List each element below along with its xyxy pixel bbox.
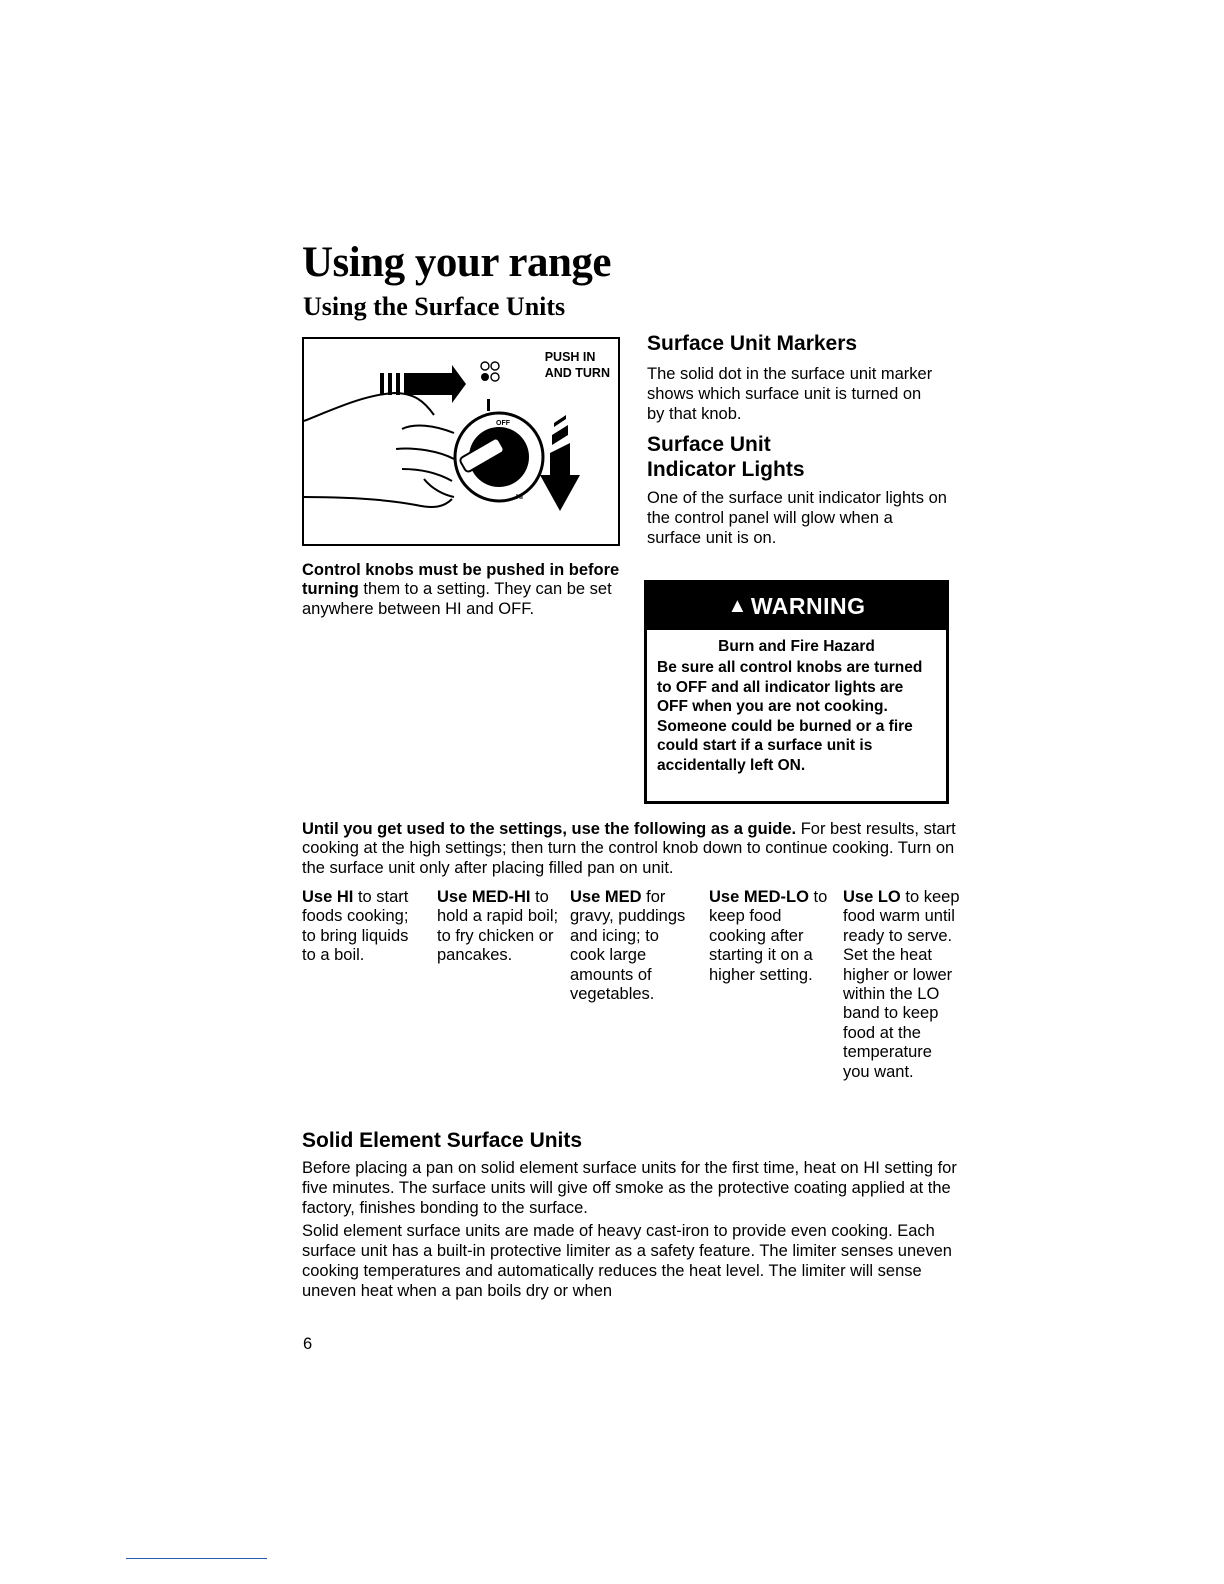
solid-paragraph-1: Before placing a pan on solid element surface units for the first time, heat on HI setting for five minutes. The surface units will give off smoke as the protective coating applied at the factory, finishes bonding to the surface. — [302, 1159, 957, 1217]
figure-caption: Control knobs must be pushed in before turning them to a setting. They can be set anywhere between HI and OFF. — [302, 561, 620, 618]
page-number: 6 — [303, 1335, 313, 1353]
setting-lo: Use LO to keep food warm until ready to serve. Set the heat higher or lower within the LO band to keep food at the temperature you want. — [843, 888, 960, 1081]
knob-off-label: OFF — [496, 420, 510, 427]
setting-hi: Use HI to start foods cooking; to bring liquids to a boil. — [302, 888, 409, 965]
solid-paragraph-2: Solid element surface units are made of heavy cast-iron to provide even cooking. Each surface unit has a built-in protective limiter as a safety feature. The limiter senses uneven cooking temperatures and automatically reduces the heat level. The limiter will sense uneven heat when a pan boils dry or when — [302, 1222, 952, 1300]
hand-icon — [304, 393, 454, 507]
push-arrow-icon — [380, 365, 466, 403]
footer-rule — [126, 1558, 267, 1559]
section-title: Using the Surface Units — [303, 292, 566, 321]
indicator-heading: Surface Unit Indicator Lights — [647, 433, 805, 481]
warning-triangle-icon: ▲ — [727, 595, 748, 617]
guide-paragraph: Until you get used to the settings, use the following as a guide. For best results, start cooking at the high settings; then turn the control knob down to continue cooking. Turn on the surface unit only after placing filled pan on unit. — [302, 820, 956, 877]
markers-text: The solid dot in the surface unit marker shows which surface unit is turned on by that knob. — [647, 365, 933, 423]
markers-heading: Surface Unit Markers — [647, 332, 858, 355]
warning-hazard-title: Burn and Fire Hazard — [718, 638, 875, 655]
knob-hi-label: HI — [516, 494, 523, 501]
turn-arrow-icon — [540, 415, 580, 511]
setting-med-hi: Use MED-HI to hold a rapid boil; to fry chicken or pancakes. — [437, 888, 559, 965]
warning-box — [644, 580, 949, 804]
warning-text: Be sure all control knobs are turned to OFF and all indicator lights are OFF when you are not cooking. Someone could be burned or a fire could start if a surface unit is accidentally left ON. — [657, 659, 923, 774]
warning-header: ▲ WARNING — [647, 583, 946, 630]
knob-icon — [455, 399, 543, 501]
setting-med-lo: Use MED-LO to keep food cooking after starting it on a higher setting. — [709, 888, 828, 984]
indicator-text: One of the surface unit indicator lights on the control panel will glow when a surface unit is on. — [647, 489, 947, 547]
surface-dot-marker-icon — [481, 362, 499, 381]
control-knob-illustration — [302, 337, 620, 546]
push-in-and-turn-label: PUSH IN AND TURN — [544, 350, 610, 380]
setting-med: Use MED for gravy, puddings and icing; to cook large amounts of vegetables. — [570, 888, 686, 1004]
page-title: Using your range — [302, 239, 611, 286]
solid-heading: Solid Element Surface Units — [302, 1129, 583, 1152]
